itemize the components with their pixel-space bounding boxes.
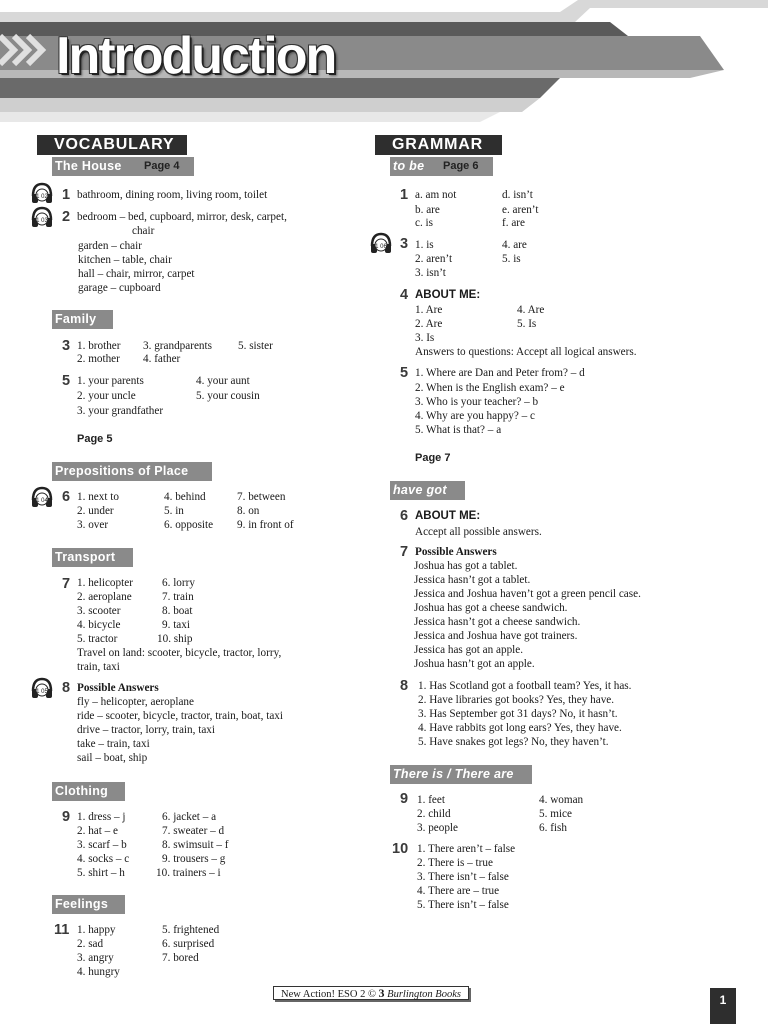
answer-cell: 1. helicopter [77,577,133,589]
answer-cell: d. isn’t [502,189,533,201]
answer-cell: 6. lorry [162,577,195,589]
exercise-number: 4 [400,287,409,303]
answer-line: Jessica and Joshua have got trainers. [414,630,578,642]
answer-line: sail – boat, ship [77,752,148,764]
footer-text: New Action! ESO 2 © [281,989,379,1000]
exercise-number: 5 [62,373,71,389]
answer-cell: 2. your uncle [77,390,136,402]
answer-line: 1. Where are Dan and Peter from? – d [415,367,585,379]
audio-track-label: 1 05 [36,689,48,695]
answer-cell: 2. hat – e [77,825,119,837]
subheading-there-is: There is / There are [390,765,532,784]
audio-track-label: 1 06 [375,244,387,250]
answer-line: 4. Have rabbits got long ears? Yes, they have. [418,722,622,734]
answer-cell: 6. opposite [164,519,214,531]
subheading-transport: Transport [52,548,133,567]
answer-cell: 5. in [164,505,184,517]
answer-cell: c. is [415,217,434,229]
headphones-icon [30,485,54,509]
answer-cell: 5. your cousin [196,390,260,402]
answer-line: ride – scooter, bicycle, tractor, train, boat, taxi [77,710,283,722]
answer-line: Joshua has got a tablet. [414,560,518,572]
answer-cell: 9. trousers – g [162,853,226,865]
answer-cell: 4. Are [517,304,545,316]
answer-line: Jessica hasn’t got a tablet. [414,574,531,586]
answer-cell: 4. socks – c [77,853,130,865]
exercise-number: 8 [400,678,409,694]
answer-cell: 5. mice [539,808,572,820]
page-ref: Page 4 [144,160,180,172]
answer-cell: b. are [415,204,440,216]
answer-cell: 10. trainers – i [156,867,221,879]
answer-line: fly – helicopter, aeroplane [77,696,194,708]
page-label: Page 5 [77,433,113,445]
title-banner [0,0,768,125]
answer-cell: 9. taxi [162,619,190,631]
page-ref: Page 6 [443,160,479,172]
answer-cell: 3. Is [415,332,435,344]
footer-copyright [273,986,469,1000]
answer-cell: 2. Are [415,318,443,330]
page-number: 1 [710,988,736,1024]
footer-brand: Burlington Books [387,989,461,1000]
answer-line: 2. Have libraries got books? Yes, they have. [418,694,615,706]
answer-cell: 3. grandparents [143,340,212,352]
subheading-label: The House [55,159,122,173]
subheading-have-got: have got [390,481,465,500]
answer-cell: 4. father [143,353,181,365]
answer-cell: 3. scarf – b [77,839,127,851]
headphones-icon [30,676,54,700]
answer-cell: 7. bored [162,952,199,964]
page-title: Introduction [56,27,336,85]
answer-cell: 2. aeroplane [77,591,132,603]
answer-cell: 8. on [237,505,260,517]
footer-number: 3 [378,986,385,1000]
answer-line: Joshua hasn’t got an apple. [414,658,535,670]
answer-cell: 4. are [502,239,527,251]
exercise-number: 7 [62,576,71,592]
exercise-number: 1 [400,187,409,203]
answer-cell: f. are [502,217,525,229]
exercise-number: 5 [400,365,409,381]
answer-line: 2. When is the English exam? – e [415,382,565,394]
answer-line: 3. Who is your teacher? – b [415,396,539,408]
answer-cell: 1. happy [77,924,116,936]
answer-cell: 2. aren’t [415,253,453,265]
answer-cell: 8. swimsuit – f [162,839,229,851]
answer-line: 5. There isn’t – false [417,899,509,911]
answer-cell: 7. sweater – d [162,825,225,837]
exercise-number: 6 [400,508,409,524]
answer-cell: 10. ship [157,633,193,645]
answer-line: take – train, taxi [77,738,150,750]
answer-cell: 7. train [162,591,194,603]
answer-subtitle: ABOUT ME: [415,289,481,301]
answer-cell: 5. is [502,253,521,265]
exercise-number: 9 [62,809,71,825]
answer-cell: 6. surprised [162,938,215,950]
answer-cell: 2. sad [77,938,104,950]
audio-track-label: 1 03 [36,218,48,224]
answer-cell: 1. dress – j [77,811,126,823]
answer-line: 3. There isn’t – false [417,871,509,883]
exercise-answer: bedroom – bed, cupboard, mirror, desk, carpet, [77,211,287,223]
answer-subtitle: Possible Answers [77,682,159,694]
answer-cell: 5. frightened [162,924,220,936]
audio-track-label: 1 02 [36,194,48,200]
answer-cell: 7. between [237,491,286,503]
answer-line: hall – chair, mirror, carpet [78,268,195,280]
answer-cell: a. am not [415,189,457,201]
answer-line: 4. Why are you happy? – c [415,410,536,422]
answer-cell: 1. is [415,239,434,251]
subheading-the-house [52,157,194,176]
exercise-number: 6 [62,489,71,505]
answer-cell: 3. isn’t [415,267,446,279]
answer-cell: 1. your parents [77,375,144,387]
answer-line: Answers to questions: Accept all logical answers. [415,346,637,358]
headphones-icon [30,181,54,205]
answer-cell: 1. Are [415,304,443,316]
answer-cell: 4. hungry [77,966,120,978]
answer-line: 3. Has September got 31 days? No, it hasn’t. [418,708,618,720]
answer-line: Accept all possible answers. [415,526,542,538]
answer-cell: e. aren’t [502,204,539,216]
exercise-number: 9 [400,791,409,807]
answer-cell: 4. your aunt [196,375,250,387]
answer-cell: 2. child [417,808,451,820]
answer-cell: 1. next to [77,491,119,503]
answer-cell: 8. boat [162,605,193,617]
exercise-answer: bathroom, dining room, living room, toilet [77,189,268,201]
subheading-clothing: Clothing [52,782,125,801]
answer-cell: 6. fish [539,822,567,834]
answer-line: 5. What is that? – a [415,424,502,436]
answer-cell: 1. feet [417,794,445,806]
answer-line: garage – cupboard [78,282,161,294]
headphones-icon [30,205,54,229]
subheading-feelings: Feelings [52,895,125,914]
grammar-heading: GRAMMAR [375,135,502,155]
answer-cell: 4. bicycle [77,619,121,631]
answer-line: Jessica hasn’t got a cheese sandwich. [414,616,581,628]
exercise-number: 11 [54,922,70,938]
answer-line: Travel on land: scooter, bicycle, tractor, lorry, [77,647,282,659]
answer-cell: 5. tractor [77,633,118,645]
answer-line: Jessica and Joshua haven’t got a green pencil case. [414,588,641,600]
exercise-number: 2 [62,209,71,225]
vocabulary-heading: VOCABULARY [37,135,187,155]
exercise-number: 10 [392,841,409,857]
exercise-answer: chair [132,225,155,237]
answer-cell: 3. angry [77,952,114,964]
answer-cell: 3. over [77,519,109,531]
subheading-prepositions: Prepositions of Place [52,462,212,481]
answer-cell: 2. mother [77,353,120,365]
answer-cell: 1. brother [77,340,121,352]
answer-cell: 4. behind [164,491,206,503]
page-label: Page 7 [415,452,451,464]
answer-line: garden – chair [78,240,142,252]
answer-cell: 2. under [77,505,114,517]
answer-line: train, taxi [77,661,120,673]
subheading-family: Family [52,310,113,329]
exercise-number: 3 [400,236,409,252]
answer-line: drive – tractor, lorry, train, taxi [77,724,215,736]
subheading-to-be [390,157,493,176]
answer-line: kitchen – table, chair [78,254,172,266]
answer-cell: 3. people [417,822,459,834]
answer-line: 5. Have snakes got legs? No, they haven’t. [418,736,609,748]
audio-track-label: 1 04 [36,498,48,504]
answer-subtitle: ABOUT ME: [415,510,481,522]
answer-cell: 5. Is [517,318,537,330]
subheading-label: to be [393,159,425,173]
answer-cell: 9. in front of [237,519,294,531]
exercise-number: 7 [400,544,409,560]
exercise-number: 3 [62,338,71,354]
answer-line: 4. There are – true [417,885,500,897]
answer-line: 2. There is – true [417,857,493,869]
exercise-number: 8 [62,680,71,696]
answer-cell: 4. woman [539,794,584,806]
answer-line: Joshua has got a cheese sandwich. [414,602,568,614]
answer-line: 1. There aren’t – false [417,843,516,855]
answer-subtitle: Possible Answers [415,546,497,558]
exercise-number: 1 [62,187,71,203]
headphones-icon [369,231,393,255]
answer-cell: 3. your grandfather [77,405,164,417]
answer-line: Jessica has got an apple. [414,644,524,656]
answer-cell: 5. sister [238,340,273,352]
answer-line: 1. Has Scotland got a football team? Yes, it has. [418,680,632,692]
answer-cell: 5. shirt – h [77,867,125,879]
answer-cell: 6. jacket – a [162,811,217,823]
answer-cell: 3. scooter [77,605,121,617]
